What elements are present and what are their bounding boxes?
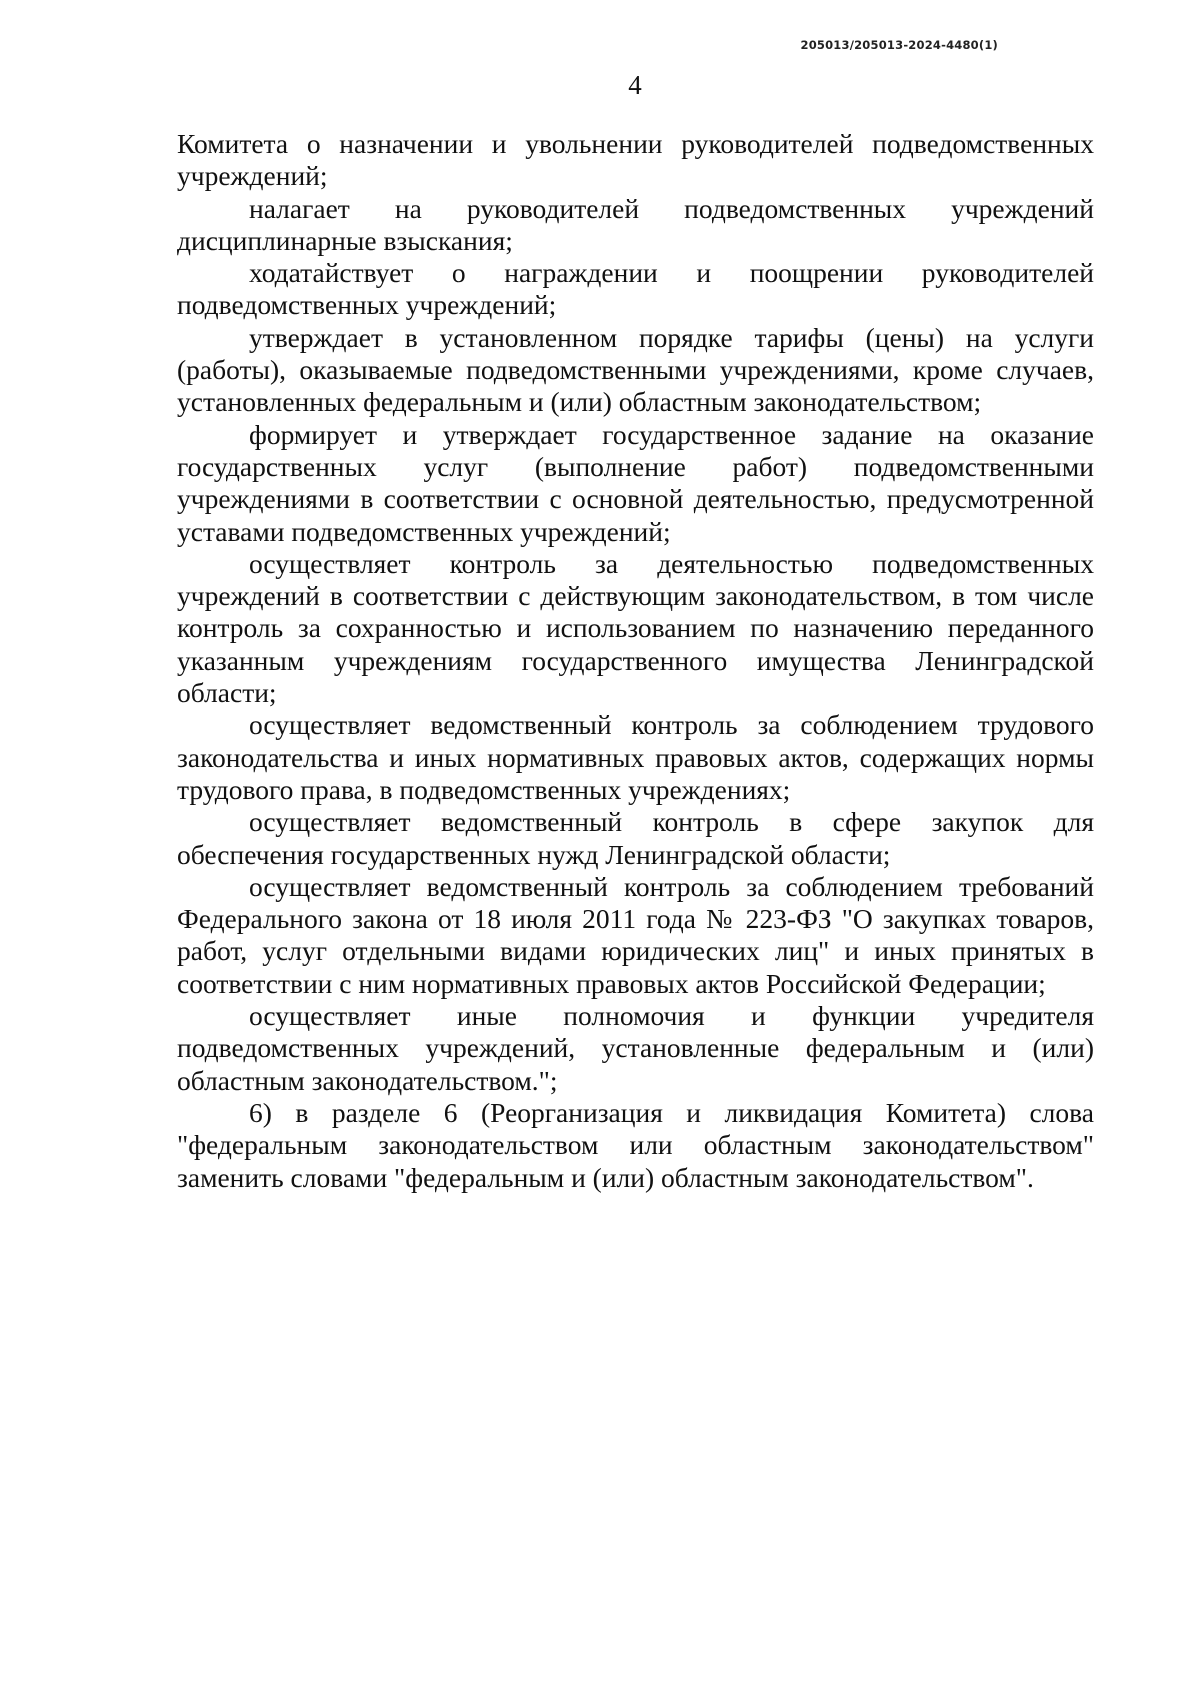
paragraph: осуществляет ведомственный контроль за соблюдением трудового законодательства и иных нормативных правовых актов, содержащих нормы трудового права, в подведомственных учреждениях;: [177, 709, 1094, 805]
page-number: 4: [628, 70, 642, 100]
document-body: [177, 128, 1094, 1194]
paragraph: утверждает в установленном порядке тарифы (цены) на услуги (работы), оказываемые подведомственными учреждениями, кроме случаев, установленных федеральным и (или) областным законодательством;: [177, 321, 1094, 418]
paragraph: Комитета о назначении и увольнении руководителей подведомственных учреждений;: [177, 128, 1094, 192]
paragraph: осуществляет ведомственный контроль в сфере закупок для обеспечения государственных нужд Ленинградской области;: [177, 806, 1094, 870]
paragraph: 6) в разделе 6 (Реорганизация и ликвидация Комитета) слова "федеральным законодательством или областным законодательством" заменить словами "федеральным и (или) областным законодательством".: [177, 1096, 1094, 1193]
paragraph: осуществляет иные полномочия и функции учредителя подведомственных учреждений, установленные федеральным и (или) областным законодательством.";: [177, 1000, 1094, 1096]
paragraph: осуществляет ведомственный контроль за соблюдением требований Федерального закона от 18 июля 2011 года № 223-ФЗ "О закупках товаров, работ, услуг отдельными видами юридических лиц" и иных принятых в соответствии с ним нормативных правовых актов Российской Федерации;: [177, 870, 1094, 999]
paragraph: осуществляет контроль за деятельностью подведомственных учреждений в соответствии с действующим законодательством, в том числе контроль за сохранностью и использованием по назначению переданного указанным учреждениям государственного имущества Ленинградской области;: [177, 547, 1094, 709]
paragraph: ходатайствует о награждении и поощрении руководителей подведомственных учреждений;: [177, 257, 1094, 321]
paragraph: налагает на руководителей подведомственных учреждений дисциплинарные взыскания;: [177, 192, 1094, 256]
paragraph: формирует и утверждает государственное задание на оказание государственных услуг (выполнение работ) подведомственными учреждениями в соответствии с основной деятельностью, предусмотренной уставами подведомственных учреждений;: [177, 418, 1094, 547]
document-id: 205013/205013-2024-4480(1): [800, 38, 998, 52]
